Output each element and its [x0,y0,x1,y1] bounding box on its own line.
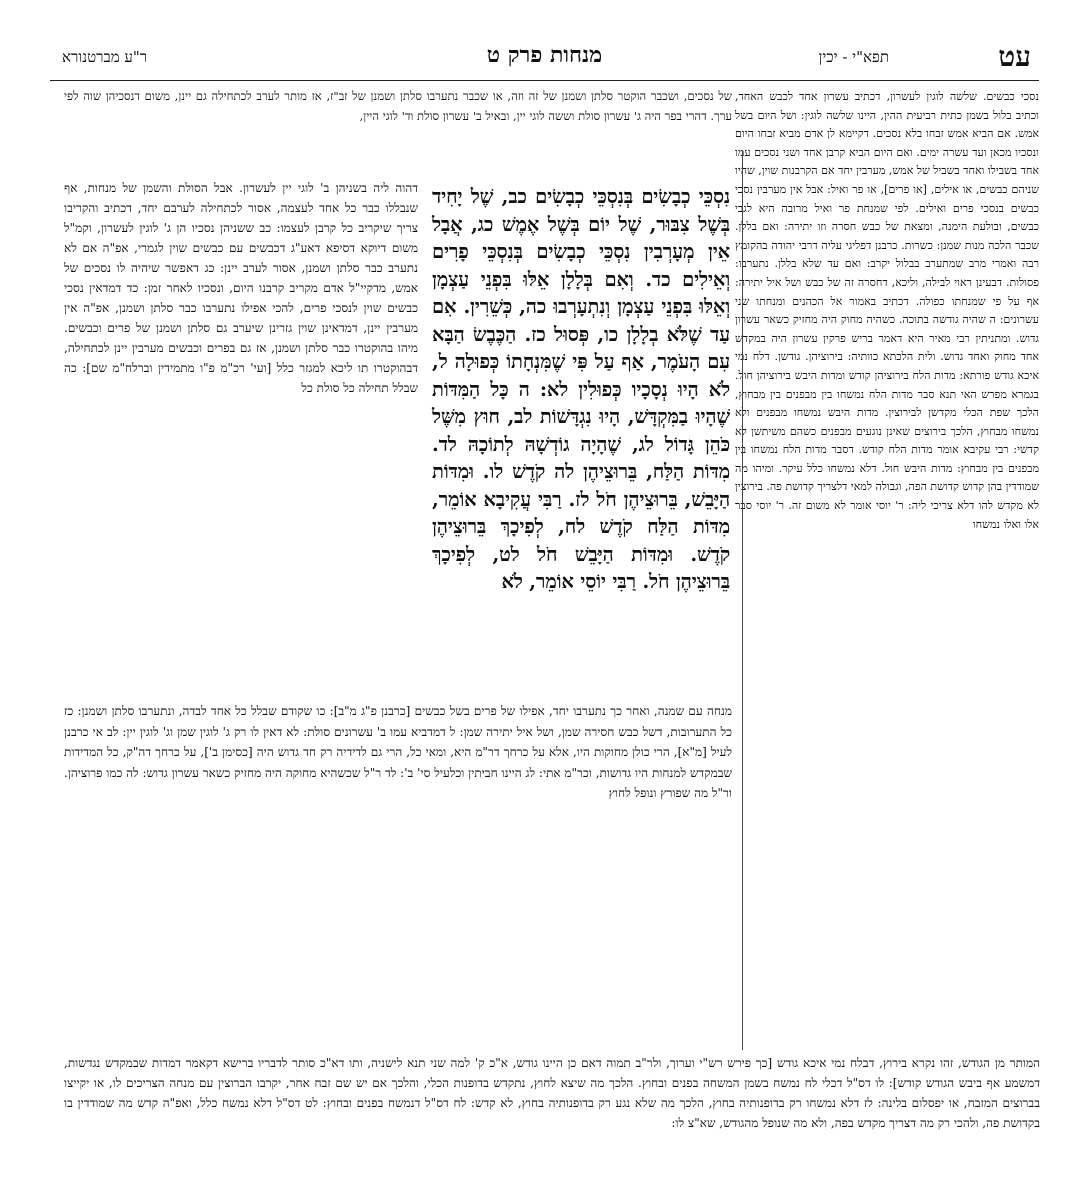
footer-notes-text: המותר מן הגודש, זהו נקרא בירוץ, דבלח נמי איכא גודש [כך פירש רש"י וערוך, ולר"ב תמוה דאם כן היינו גודש, א"כ ק' למה שני תנא לישניה, ותו דא"כ סותר לדבריו ברישא דקאמר דמדות שבמקדש נגדשות, דמשמע אף ביבש הגודש קודש]: לו דס"ל דכלי לח נמשח בשמן המשחה בפנים ובחוץ. הלכך מה שיצא לחוץ, נתקדש בדופנות הכלי, והלכך אם יש שם זבח אחר, יקרבו הברוצין עם מנחה הצריכים לו, או יקייצו בברוצים המזבח, או יפסלום בלינה: לז דלא נמשחו רק בדופנותיה בחוץ, הלכך מה שלא נגע רק בדופנותיה בחוץ, לא קדש: לח דס"ל דנמשח בפנים ובחוץ: לט דס"ל דלא נמשח כלל, ואפ"ה קדש מה שמודדין בו בקדושת פה, ולהכי רק מה דצריך מקדש בפה, ולא מה שנופל מהגודש, שא"צ לו: [64,1056,1040,1130]
mishnah-column [432,183,730,596]
mishnah-text: נִסְכֵּי כְבָשִׂים בְּנִסְכֵּי כְבָשִׂים כב, שֶׁל יָחִיד בְּשֶׁל צִבּוּר, שֶׁל יוֹם בְּשֶׁל אֶמֶשׁ כג, אֲבָל אֵין מְעָרְבִין נִסְכֵּי כְבָשִׂים בְּנִסְכֵּי פָרִים וְאֵילִים כד. וְאִם בְּלָלָן אֵלּוּ בִּפְנֵי עַצְמָן וְאֵלּוּ בִּפְנֵי עַצְמָן וְנִתְעָרְבוּ כה, כְּשֵׁרִין. אִם עַד שֶׁלֹּא בְלָלָן כו, פְּסוּל כז. הַכֶּבֶשׂ הַבָּא עִם הָעֹמֶר, אַף עַל פִּי שֶׁמִּנְחָתוֹ כְּפוּלָה ל, לֹא הָיוּ נְסָכָיו כְּפוּלִין לא: ה כָּל הַמִּדּוֹת שֶׁהָיוּ בַמִּקְדָּשׁ, הָיוּ נִגְדָּשׁוֹת לב, חוּץ מִשֶּׁל כֹּהֵן גָּדוֹל לג, שֶׁהָיָה גוֹדְשָׁהּ לְתוֹכָהּ לד. מִדּוֹת הַלַּח, בֵּרוּצֵיהֶן לה קֹדֶשׁ לו. וּמִדּוֹת הַיָּבֵשׁ, בֵּרוּצֵיהֶן חֹל לז. רַבִּי עֲקִיבָא אוֹמֵר, מִדּוֹת הַלַּח קֹדֶשׁ לח, לְפִיכָךְ בֵּרוּצֵיהֶן קֹדֶשׁ. וּמִדּוֹת הַיָּבֵשׁ חֹל לט, לְפִיכָךְ בֵּרוּצֵיהֶן חֹל. רַבִּי יוֹסֵי אוֹמֵר, לֹא [432,185,730,593]
notes-side-text: דהוה ליה בשניהן ב' לוגי יין לעשרון. אבל הסולת והשמן של מנחות, אף שנבללו כבר כל אחד לעצמה, אסור לכתחילה לערבם יחד, דכתיב והקריבו צריך שיקריב כל קרבן לעצמו: כב ששניהן נסכיו הן ג' לוגין לעשרון, וקמ"ל משום דיוקא דסיפא דאע"ג דכבשים עם כבשים שוין לגמרי, אפ"ה אם לא נתערב כבר סלתן ושמנן, אסור לערב יינן: כג דאפשר שיהיה לו נסכים של אמש, מדקיי"ל אדם מקריב קרבנו היום, ונסכיו לאחר זמן: כד דמדאין נסכי כבשים שוין לנסכי פרים, להכי אפילו נתערבו כבר סלתן ושמנן, אפ"ה אין מערבין יינן, דמדאינן שוין גזרינן שיערב גם סלתן ושמנן של פרים וכבשים. מיהו בהוקטרו כבר סלתן ושמנן, אז גם בפרים וכבשים מערבין יינן לכתחילה, דבהוקטרו תו ליכא למגזר כלל [ועי' רכ"מ פ"ו מתמידין וברלח"מ שם]: כה שבלל תחילה כל סולת כל [64,181,418,395]
page-title: מנחות פרק ט [486,42,603,68]
notes-bottom-block [64,701,732,804]
page-header [50,38,1039,78]
header-rule [50,80,1039,81]
header-commentary-name: ר"ע מברטנורא [62,48,148,66]
commentary-left-top [64,86,732,126]
commentary-right-column [735,88,1039,534]
header-range: תפא"י - יכין [818,48,889,66]
commentary-left-top-text: של נסכים, ושכבר הוקטר סלתן ושמנן של זה וזה, או שכבר נתערבו סלתן ושמנן של זב"ז, אז מותר לערב לכתחילה גם יינן, משום דנסכיהן שוה לפי ערך. דהרי בפר היה ג' עשרון סולת וששה לוגי יין, ובאיל ב' עשרון סולת וד' לוגי היין, [64,89,732,123]
page-number: עט [998,40,1031,73]
column-divider [742,150,743,1050]
footer-notes [64,1053,1040,1133]
notes-side-column [64,178,418,398]
commentary-bartenura-text: נסכי כבשים. שלשה לוגין לעשרון, דכתיב עשרון אחד לכבש האחד, וכתיב בלול בשמן כתית רביעית ההין, היינו שלשה לוגין: ושל היום בשל אמש. אם הביא אמש זבחו בלא נסכים. דקיימא לן אדם מביא זבחו היום ונסכיו מכאן ועד עשרה ימים. ואם היום הביא קרבן אחד ושני נסכים עמו אחד בשבילו ואחד בשביל של אמש, מערבין יחד אם הקרבנות שוין, שהיו שניהם כבשים, או אילים, [או פרים], או פר ואיל: אבל אין מערבין נסכי כבשים בנסכי פרים ואילים. לפי שמנחת פר ואיל מרובה היא לגבי כבשים, ובולעת הימנה, ומצאת של כבש חסרה וזו יתירה: ואם בללן. שכבר הלכה מנות שמנן: כשרות. כרבנן דפליגי עליה דרבי יהודה בהקומץ רבה ואמרי מרב שמתערב בבלול יקרב: ואם עד שלא בללן. נתערבו: פסולות. דבעינן ראוי לבילה, וליכא, דחסרה זה של כבש ושל איל יתירה: אף על פי שמנחתו כפולה. דכתיב באמור אל הכהנים ומנחתו שני עשרונים: ה שהיה גודשה בתוכה. כשהיה מחוק היה מחזיק כשאר עשרון גדוש. ומתניתין רבי מאיר היא דאמר בריש פרקין עשרון היה במקדש אחד מחוק ואחד גדוש. ולית הלכתא כוותיה: בירוציהן. גודשן. דלח נמי איכא גודש פורתא: מדות הלח בירוציהן קודש ומדות היבש בירוציהן חול. בגמרא מפרש האי תנא סבר מדות הלח נמשחו בין מבפנים בין מבחוץ, הלכך שפת הכלי מקדשן לבירוצין. מדות היבש נמשחו מבפנים ולא נמשחו מבחוץ, הלכך בירוצים שאינן נוגעים מבפנים כשהם משיתשן לא קדשי: רבי עקיבא אומר מדות הלח קודש. דסבר מדות הלח נמשחו בין מבפנים בין מבחוץ: מדות היבש חול. דלא נמשחו כלל עיקר. ומיהו מה שמודדין בהן קדוש קדושת הפה, וגבולה למאי דלצריך קדושת פה. בירוצין לא מקדש להו דלא צריכי ליה: ר' יוסי אומר לא משום זה. ר' יוסי סבר אלו ואלו נמשחו [735,90,1039,531]
notes-bottom-text: מנחה עם שמנה, ואחר כך נתערבו יחד, אפילו של פרים בשל כבשים [כרבנן פ"ג מ"ב]: כו שקודם שבלל כל אחד לבדה, ונתערבו סלתן ושמנן: כז כל התערובות, דשל כבש חסירה שמן, ושל איל יתירה שמן: ל דמדביא עמו ב' עשרונים סולת: לא דאין לו רק ג' לוגין שמן וג' לוגין יין: לב אי כרבנן לעיל [מ"א], הרי כולן מחוקות היו, אלא על כרחך דר"מ היא, ומאי כל, הרי גם לדידיה רק חד גדוש היה [כסימן ב'], על כרחך דה"ק, כל המדידות שבמקדש למנחות היו גדושות, וכר"מ אתי: לג היינו חביתין וכלעיל סי' ב': לד ר"ל שכשהיא מחוקה היה מחזיק כשאר עשרון גדוש: לה כמו פרוציהן. ור"ל מה שפורץ ונופל לחוץ [64,704,732,800]
